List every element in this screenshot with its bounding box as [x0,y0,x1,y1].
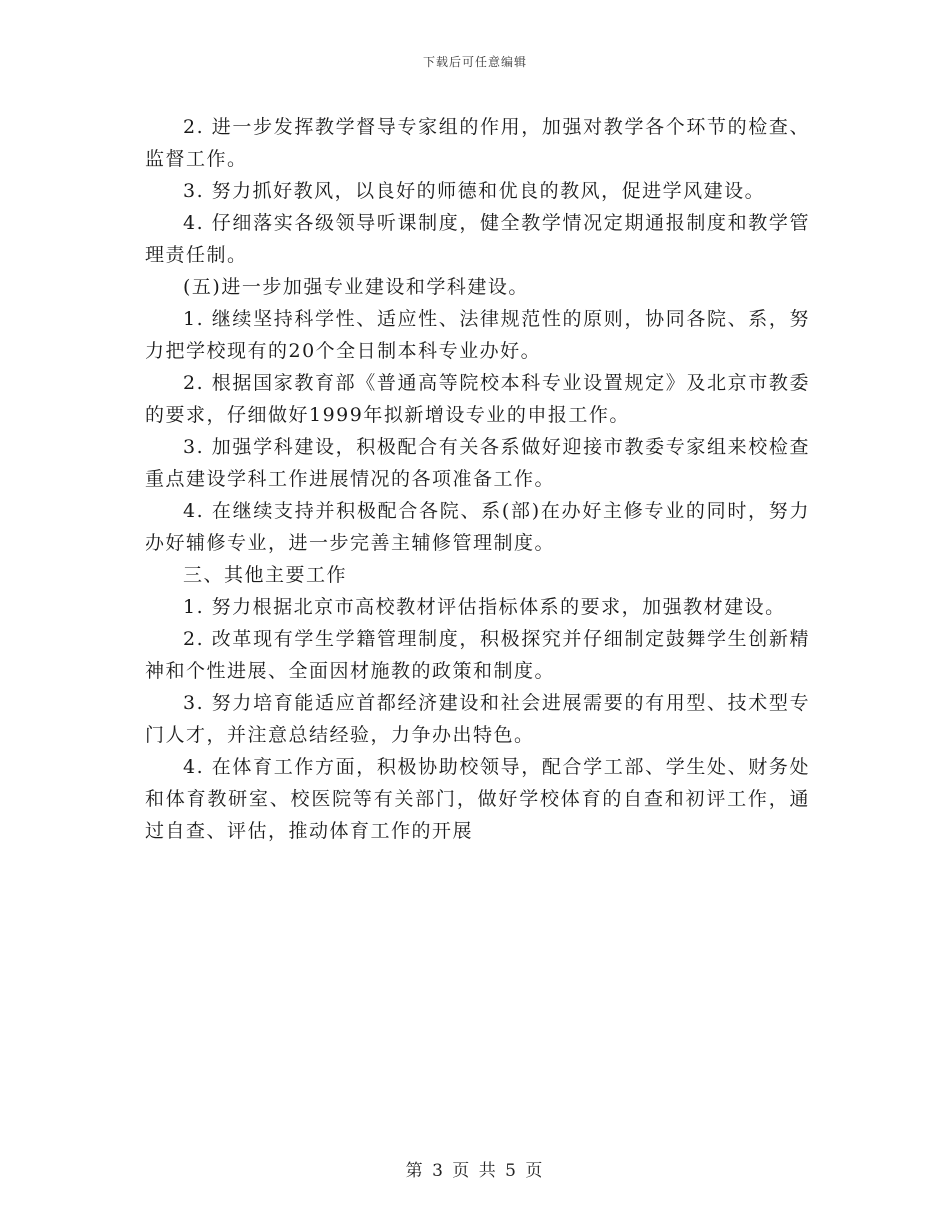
paragraph: 4. 仔细落实各级领导听课制度，健全教学情况定期通报制度和教学管理责任制。 [145,212,810,266]
paragraph: 2. 根据国家教育部《普通高等院校本科专业设置规定》及北京市教委的要求，仔细做好1999年拟新增设专业的申报工作。 [145,372,810,426]
section-heading: (五)进一步加强专业建设和学科建设。 [183,276,529,298]
paragraph: 4. 在继续支持并积极配合各院、系(部)在办好主修专业的同时，努力办好辅修专业，进一步完善主辅修管理制度。 [145,500,810,554]
document-body [145,111,810,847]
paragraph: 3. 加强学科建设，积极配合有关各系做好迎接市教委专家组来校检查重点建设学科工作进展情况的各项准备工作。 [145,436,810,490]
paragraph: 2. 改革现有学生学籍管理制度，积极探究并仔细制定鼓舞学生创新精神和个性进展、全面因材施教的政策和制度。 [145,628,810,682]
paragraph: 2. 进一步发挥教学督导专家组的作用，加强对教学各个环节的检查、监督工作。 [145,116,810,170]
paragraph: 3. 努力抓好教风，以良好的师德和优良的教风，促进学风建设。 [183,180,766,202]
page-header: 下载后可任意编辑 [422,55,527,69]
page-number: 第 3 页 共 5 页 [405,1161,545,1181]
paragraph: 3. 努力培育能适应首都经济建设和社会进展需要的有用型、技术型专门人才，并注意总结经验，力争办出特色。 [145,692,810,746]
paragraph: 1. 努力根据北京市高校教材评估指标体系的要求，加强教材建设。 [183,596,786,618]
paragraph: 1. 继续坚持科学性、适应性、法律规范性的原则，协同各院、系，努力把学校现有的20个全日制本科专业办好。 [145,308,810,362]
paragraph: 4. 在体育工作方面，积极协助校领导，配合学工部、学生处、财务处和体育教研室、校医院等有关部门，做好学校体育的自查和初评工作，通过自查、评估，推动体育工作的开展 [145,756,810,842]
section-heading: 三、其他主要工作 [183,564,348,586]
